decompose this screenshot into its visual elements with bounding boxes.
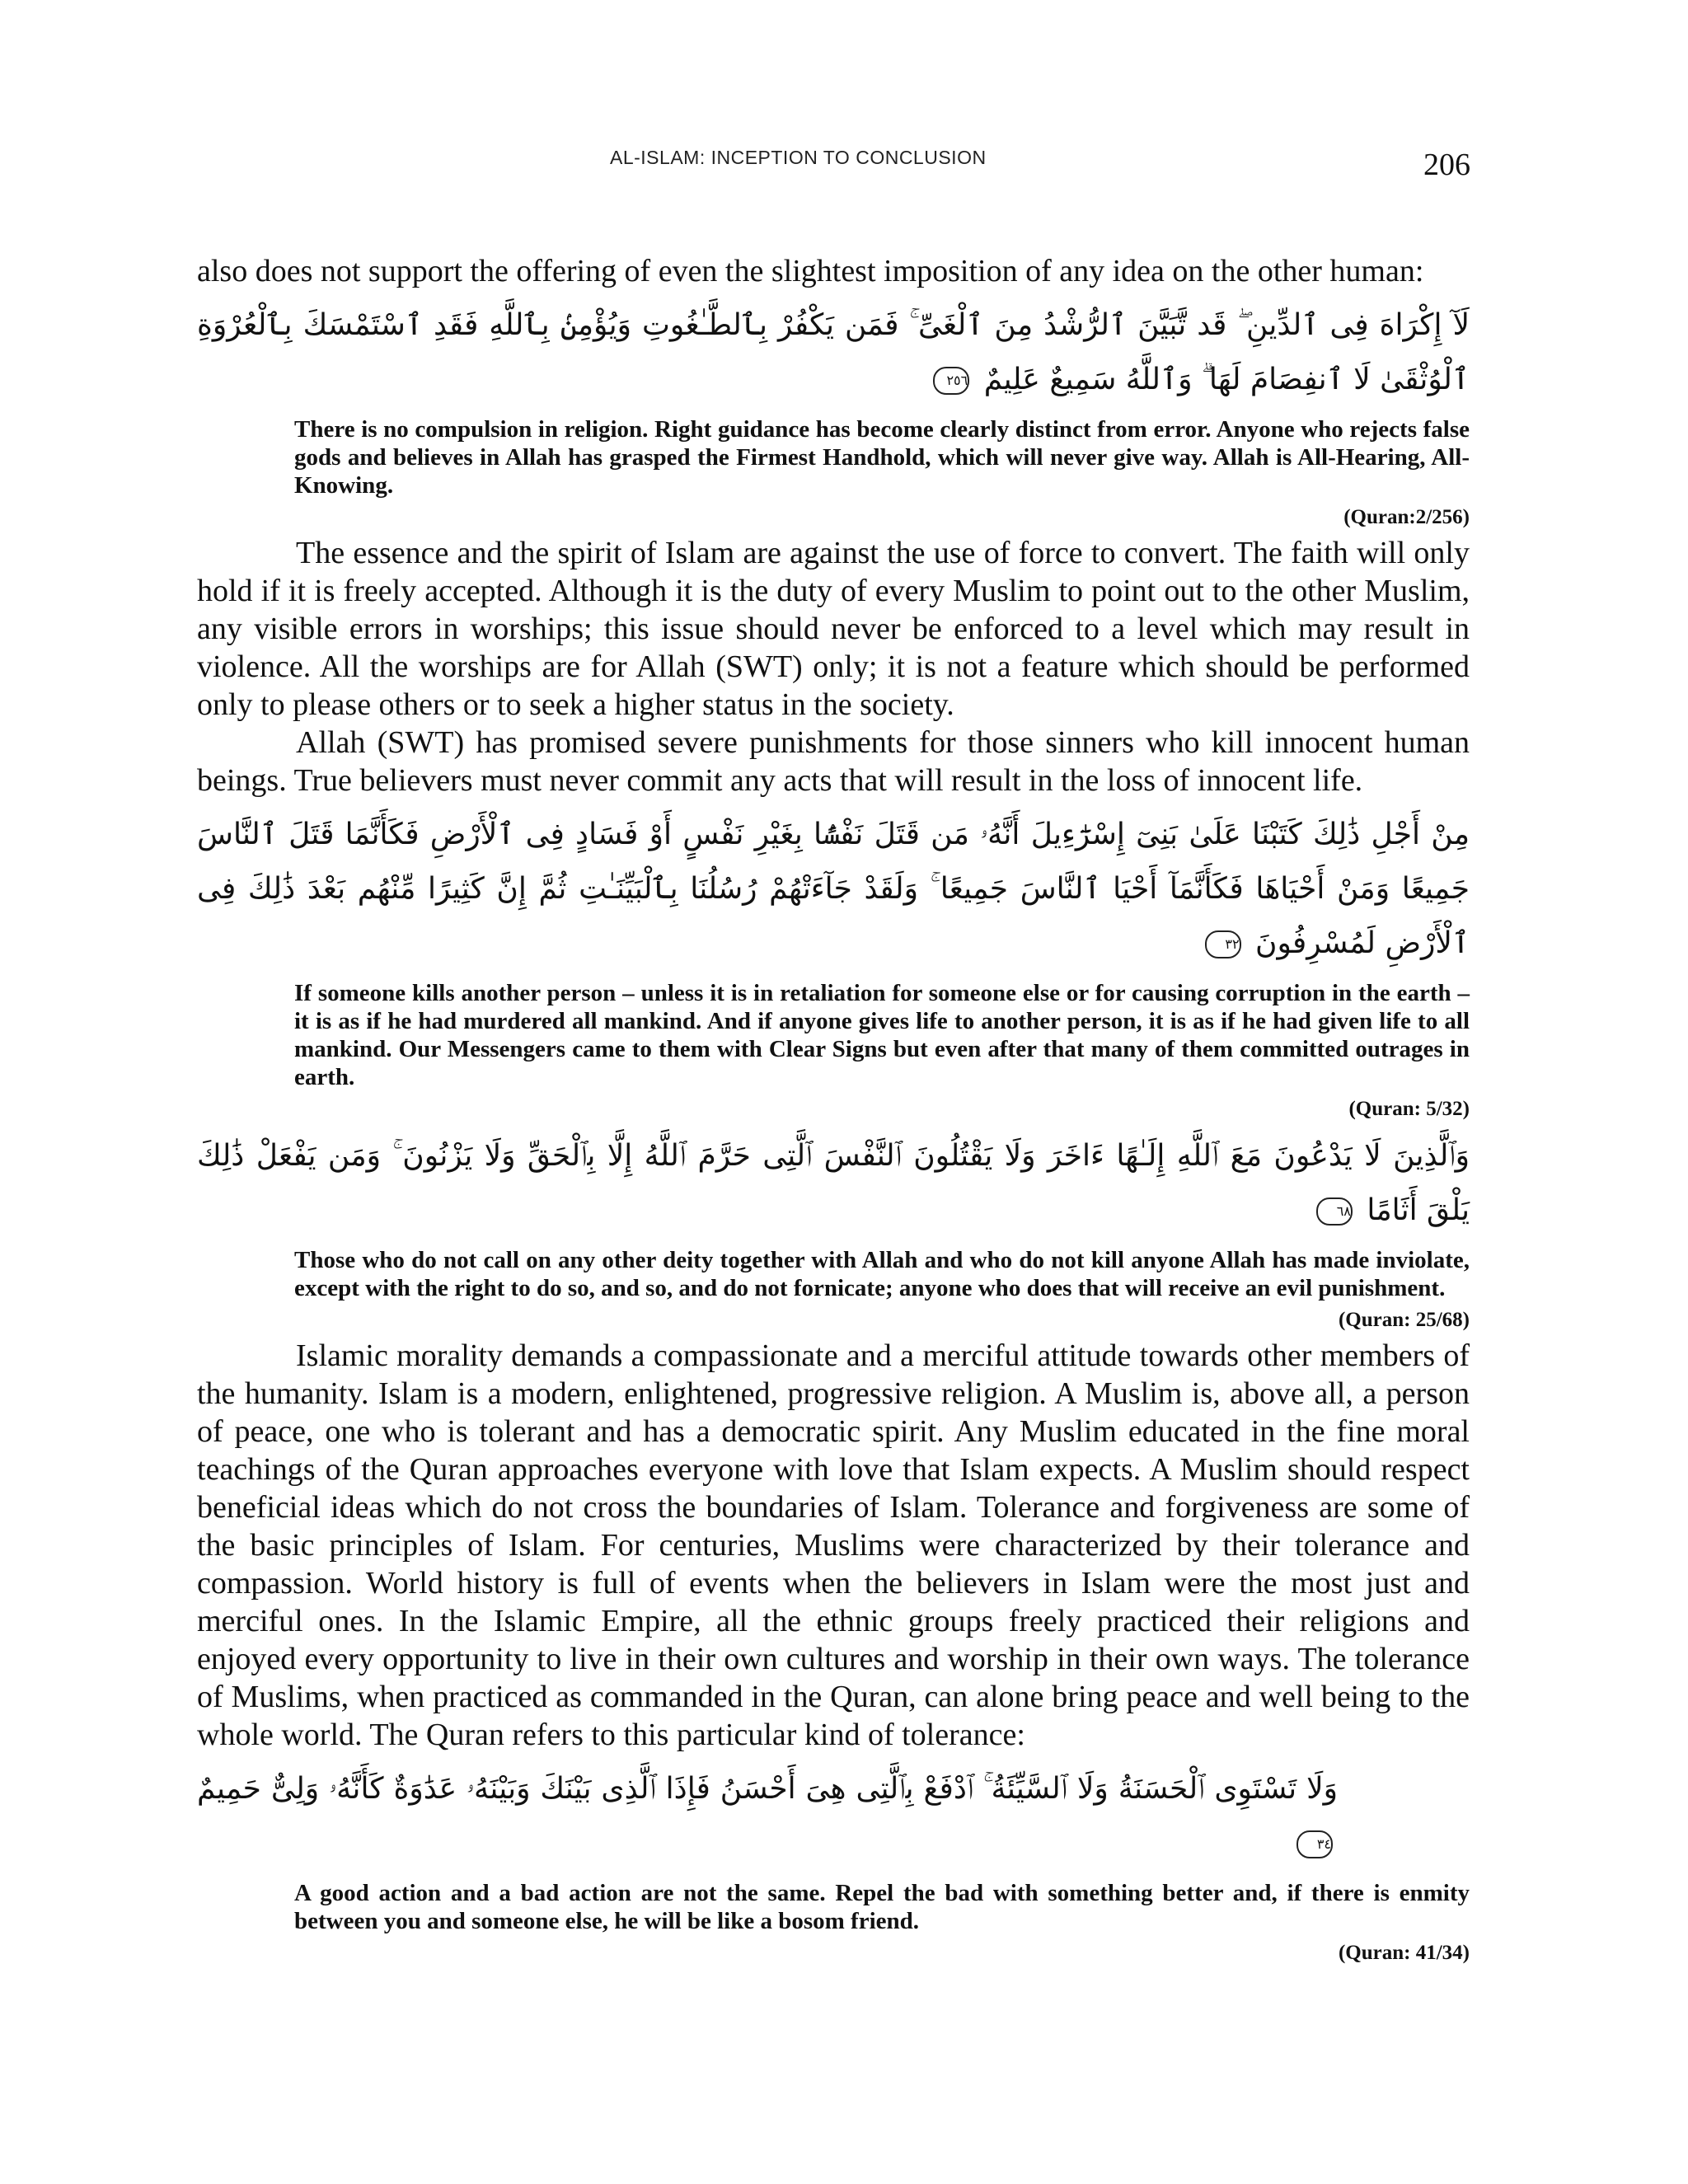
paragraph-4: Islamic morality demands a compassionate and a merciful attitude towards other members of the humanity. Islam is a modern, enlightened, progressive religion. A Muslim is, above all, a person of peace, one who is tolerant and has a democratic spirit. Any Muslim educated in the fine moral teachings of the Quran approaches everyone with love that Islam expects. A Muslim should respect beneficial ideas which do not cross the boundaries of Islam. Tolerance and forgiveness are some of the basic principles of Islam. For centuries, Muslims were characterized by their tolerance and compassion. World history is full of events when the believers in Islam were the most just and merciful ones. In the Islamic Empire, all the ethnic groups freely practiced their religions and enjoyed every opportunity to live in their own cultures and worship in their own ways. The tolerance of Muslims, when practiced as commanded in the Quran, can alone bring peace and well being to the whole world. The Quran refers to this particular kind of tolerance: [197, 1338, 1470, 1752]
arabic-verse-text: وَلَا تَسْتَوِى ٱلْحَسَنَةُ وَلَا ٱلسَّيِّئَةُ ۚ ٱدْفَعْ بِٱلَّتِى هِىَ أَحْسَنُ فَإِذَا ٱلَّذِى بَيْنَكَ وَبَيْنَهُۥ عَدَٰوَةٌ كَأَنَّهُۥ وَلِىٌّ حَمِيمٌ [197, 1772, 1338, 1806]
quran-reference-1: (Quran:2/256) [1343, 506, 1470, 528]
translation-2: If someone kills another person – unless it is in retaliation for someone else or for causing corruption in the earth – it is as if he had murdered all mankind. And if anyone gives life to another person, it is as if he had given life to all mankind. Our Messengers came to them with Clear Signs but even after that many of them committed outrages in earth. [294, 980, 1470, 1090]
arabic-verse-text: لَآ إِكْرَاهَ فِى ٱلدِّينِ ۖ قَد تَّبَيَّنَ ٱلرُّشْدُ مِنَ ٱلْغَىِّ ۚ فَمَن يَكْفُرْ بِٱلطَّـٰغُوتِ وَيُؤْمِنۢ بِٱللَّهِ فَقَدِ ٱسْتَمْسَكَ بِٱلْعُرْوَةِ ٱلْوُثْقَىٰ لَا ٱنفِصَامَ لَهَا ۗ وَٱللَّهُ سَمِيعٌ عَلِيمٌ [197, 308, 1470, 396]
translation-3: Those who do not call on any other deity together with Allah and who do not kill anyone Allah has made inviolate, except with the right to do so, and so, and do not fornicate; anyone who does that will receive an evil punishment. [294, 1247, 1470, 1301]
page-body [197, 252, 1470, 1970]
ayah-number-marker: ٢٥٦ [933, 367, 969, 395]
quran-reference-2: (Quran: 5/32) [1348, 1098, 1470, 1120]
page-number: 206 [1423, 148, 1470, 182]
ayah-number-marker: ٦٨ [1316, 1197, 1353, 1226]
quran-reference-4: (Quran: 41/34) [1338, 1942, 1470, 1964]
arabic-verse-1 [197, 298, 1470, 407]
ayah-number-marker: ٣٤ [1296, 1830, 1333, 1858]
quran-reference-3: (Quran: 25/68) [1338, 1309, 1470, 1331]
running-header: AL-ISLAM: INCEPTION TO CONCLUSION [610, 147, 987, 168]
arabic-verse-3 [197, 1129, 1470, 1238]
translation-1: There is no compulsion in religion. Right guidance has become clearly distinct from error. Anyone who rejects false gods and believes in Allah has grasped the Firmest Handhold, which will never give way. Allah is All-Hearing, All-Knowing. [294, 416, 1470, 499]
paragraph-1: also does not support the offering of even the slightest imposition of any idea on the other human: [197, 254, 1424, 288]
translation-4: A good action and a bad action are not the same. Repel the bad with something better and, if there is enmity between you and someone else, he will be like a bosom friend. [294, 1880, 1470, 1934]
arabic-verse-4 [197, 1762, 1470, 1871]
ayah-number-marker: ٣٢ [1205, 930, 1241, 958]
arabic-verse-text: وَٱلَّذِينَ لَا يَدْعُونَ مَعَ ٱللَّهِ إِلَـٰهًا ءَاخَرَ وَلَا يَقْتُلُونَ ٱلنَّفْسَ ٱلَّتِى حَرَّمَ ٱللَّهُ إِلَّا بِٱلْحَقِّ وَلَا يَزْنُونَ ۚ وَمَن يَفْعَلْ ذَٰلِكَ يَلْقَ أَثَامًا [197, 1139, 1470, 1227]
arabic-verse-text: مِنْ أَجْلِ ذَٰلِكَ كَتَبْنَا عَلَىٰ بَنِىٓ إِسْرَٰٓءِيلَ أَنَّهُۥ مَن قَتَلَ نَفْسًۢا بِغَيْرِ نَفْسٍ أَوْ فَسَادٍ فِى ٱلْأَرْضِ فَكَأَنَّمَا قَتَلَ ٱلنَّاسَ جَمِيعًا وَمَنْ أَحْيَاهَا فَكَأَنَّمَآ أَحْيَا ٱلنَّاسَ جَمِيعًا ۚ وَلَقَدْ جَآءَتْهُمْ رُسُلُنَا بِٱلْبَيِّنَـٰتِ ثُمَّ إِنَّ كَثِيرًا مِّنْهُم بَعْدَ ذَٰلِكَ فِى ٱلْأَرْضِ لَمُسْرِفُونَ [197, 818, 1470, 960]
arabic-verse-2 [197, 808, 1470, 971]
paragraph-3: Allah (SWT) has promised severe punishments for those sinners who kill innocent human beings. True believers must never commit any acts that will result in the loss of innocent life. [197, 725, 1470, 798]
paragraph-2: The essence and the spirit of Islam are against the use of force to convert. The faith will only hold if it is freely accepted. Although it is the duty of every Muslim to point out to the other Muslim, any visible errors in worships; this issue should never be enforced to a level which may result in violence. All the worships are for Allah (SWT) only; it is not a feature which should be performed only to please others or to seek a higher status in the society. [197, 536, 1470, 722]
